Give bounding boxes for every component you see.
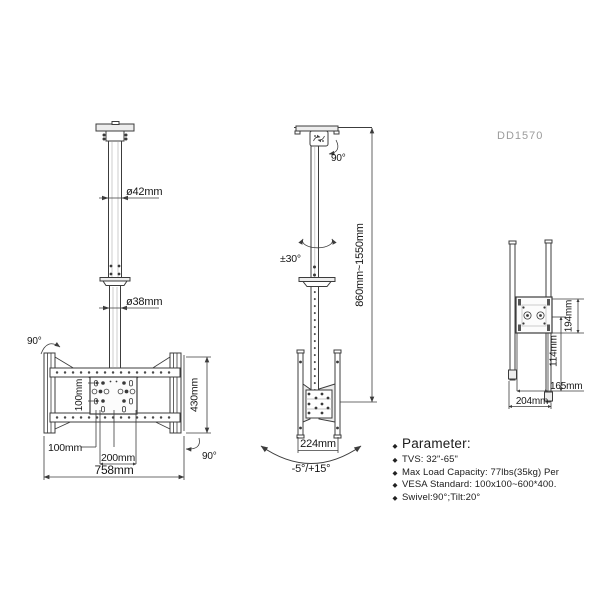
side-dim-224 xyxy=(298,437,338,453)
front-view xyxy=(27,122,217,481)
parameter-item-vesa xyxy=(388,479,594,490)
profile-view xyxy=(509,240,585,409)
front-rotate-90-top-label: 90° xyxy=(27,336,42,347)
dim-200-label: 200mm xyxy=(100,452,136,464)
profile-lower-outline xyxy=(517,333,548,391)
side-view xyxy=(261,126,377,475)
swivel-90-label: 90° xyxy=(331,153,346,164)
dim-dia42-label: ø42mm xyxy=(126,186,163,198)
parameter-item-load xyxy=(388,467,594,478)
parameter-title: Parameter: xyxy=(402,436,471,451)
front-upper-pole xyxy=(109,141,122,278)
profile-vesa-plate xyxy=(516,297,552,333)
diamond-bullet-icon: ◆ xyxy=(392,469,398,477)
side-tilt-mechanism xyxy=(303,384,335,422)
front-rotate-90-bottom-label: 90° xyxy=(202,451,217,462)
pm30-label: ±30° xyxy=(280,253,301,265)
parameter-item-text: VESA Standard: 100x100~600*400. xyxy=(402,479,557,490)
dim-224-label: 224mm xyxy=(300,438,336,450)
dim-114-label: 114mm xyxy=(548,335,560,367)
side-lower-pole xyxy=(311,287,319,400)
dim-height-range-label: 860mm~1550mm xyxy=(354,223,366,307)
parameter-item-text: TVS: 32"-65" xyxy=(402,454,458,465)
front-dim-430 xyxy=(186,357,211,433)
tilt-range-label: -5°/+15° xyxy=(291,463,331,475)
diamond-bullet-icon: ◆ xyxy=(392,482,398,489)
parameter-item-text: Max Load Capacity: 77lbs(35kg) Per xyxy=(402,466,560,478)
parameter-list xyxy=(388,436,594,504)
dim-100v-label: 100mm xyxy=(74,378,85,412)
dim-165-label: 165mm xyxy=(550,381,583,392)
parameter-item-swivel xyxy=(388,492,594,503)
dim-430-label: 430mm xyxy=(188,377,201,413)
side-dim-height-range xyxy=(340,128,377,402)
side-rotation-pm30 xyxy=(280,239,333,265)
dim-dia38-label: ø38mm xyxy=(126,296,163,308)
front-rotate-90-top xyxy=(27,336,60,354)
parameter-title-row xyxy=(388,436,594,451)
model-number: DD1570 xyxy=(497,130,544,142)
profile-dim-194 xyxy=(552,299,584,333)
diamond-bullet-icon: ◆ xyxy=(392,457,398,464)
dim-758-label: 758mm xyxy=(94,463,134,477)
front-vesa-plate xyxy=(90,377,137,414)
front-lower-pole xyxy=(110,286,121,369)
front-rotate-90-bottom xyxy=(186,438,217,462)
side-ceiling-plate xyxy=(294,126,372,134)
dim-194-label: 194mm xyxy=(563,299,575,333)
parameter-item-tvs xyxy=(388,454,594,465)
profile-dim-165 xyxy=(517,381,584,392)
swivel-arrow-icon xyxy=(329,140,338,154)
diamond-bullet-icon: ◆ xyxy=(392,494,398,502)
side-upper-pole xyxy=(311,146,319,278)
dim-100b-label: 100mm xyxy=(48,442,83,454)
side-swivel-90 xyxy=(329,140,346,164)
diamond-bullet-icon: ◆ xyxy=(392,443,398,450)
rotate-arrow-icon xyxy=(186,438,199,449)
dim-204-label: 204mm xyxy=(515,396,549,407)
side-swivel-box xyxy=(310,131,328,146)
parameter-item-text: Swivel:90°;Tilt:20° xyxy=(402,491,481,503)
rotate-arrow-icon xyxy=(41,344,60,354)
front-dim-dia38 xyxy=(99,296,162,313)
